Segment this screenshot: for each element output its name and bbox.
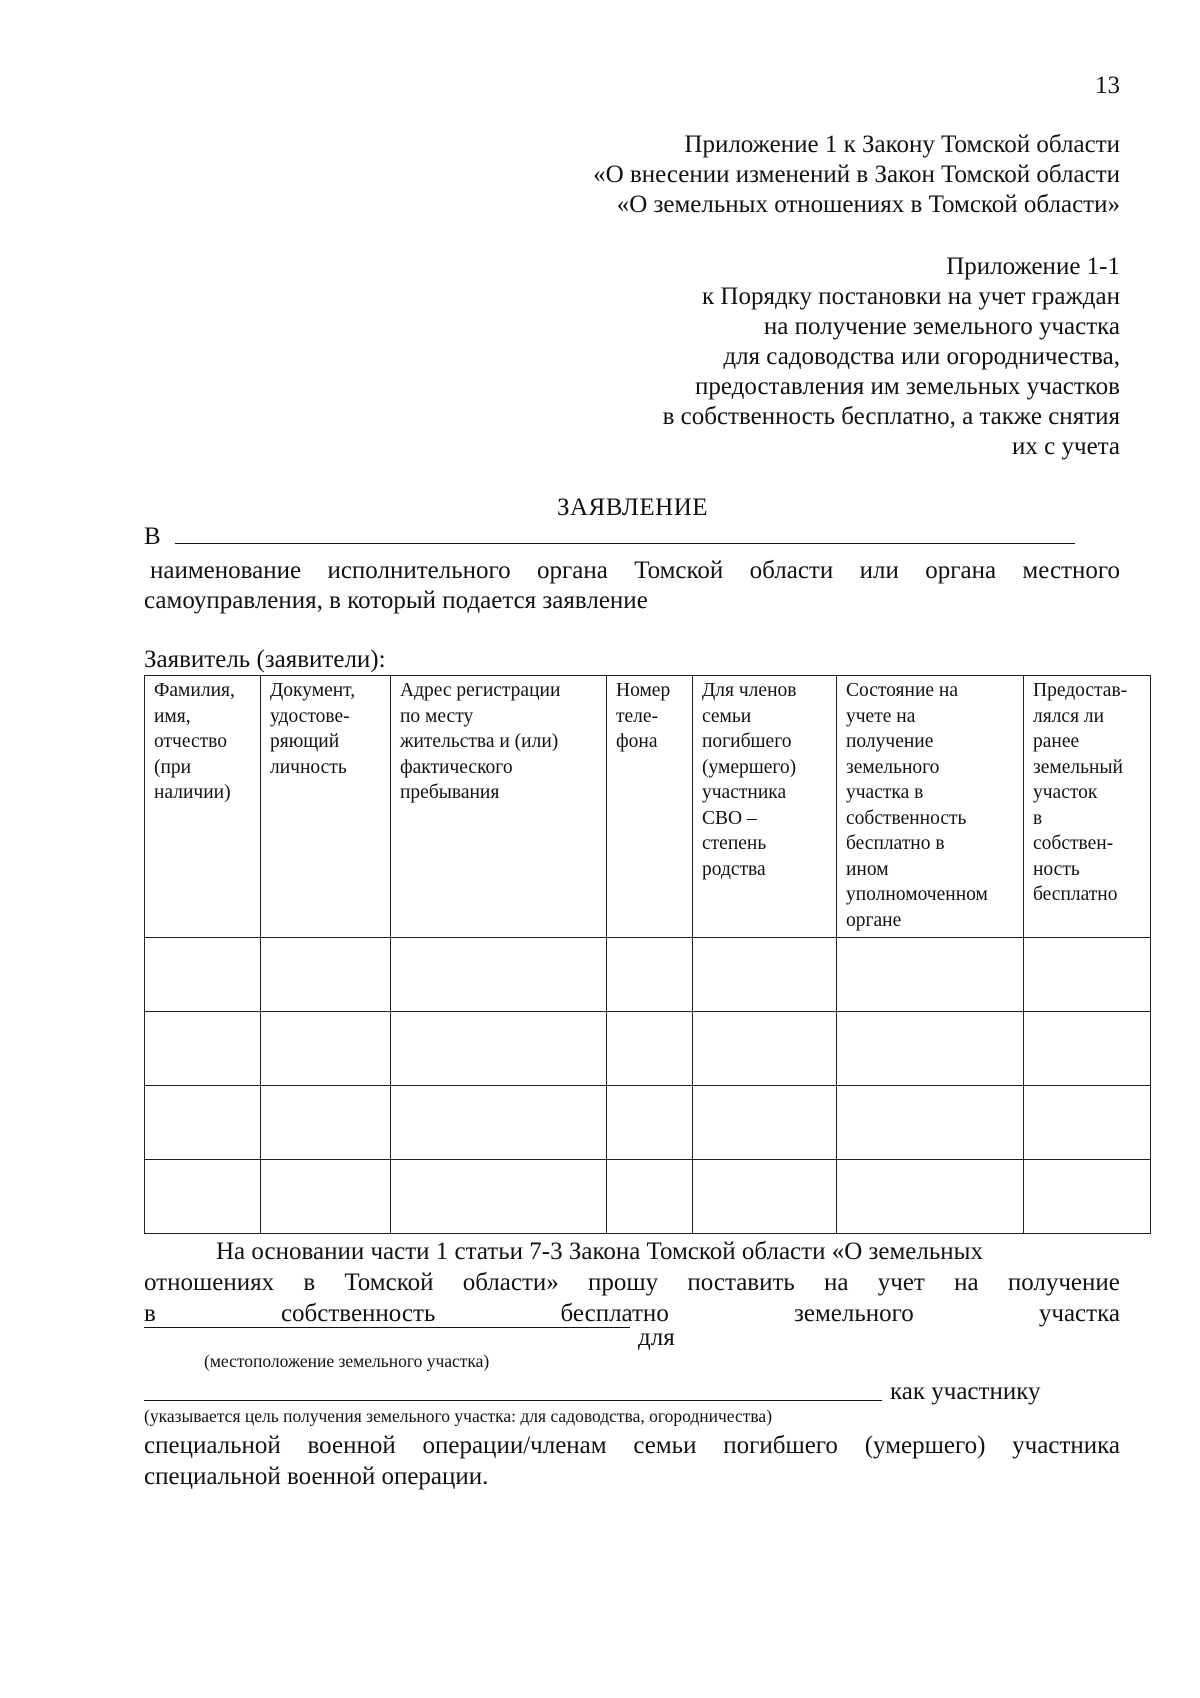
applicant-label: Заявитель (заявители): [144, 646, 386, 673]
purpose-blank[interactable] [144, 1400, 882, 1401]
header-line: пребывания [400, 782, 500, 803]
header-registration-status [837, 676, 1024, 938]
word: поставить [687, 1269, 795, 1296]
header-line: бесплатно [1033, 884, 1118, 905]
appendix-order-line: на получение земельного участка [763, 313, 1120, 340]
header-line: Адрес регистрации [400, 680, 561, 701]
header-line: Номер [616, 680, 671, 701]
appendix-law-line: «О внесении изменений в Закон Томской области [593, 161, 1120, 188]
table-cell[interactable] [1024, 1012, 1151, 1086]
header-line: отчество [154, 731, 227, 752]
appendix-law-line: «О земельных отношениях в Томской области» [616, 191, 1120, 218]
header-line: земельного [846, 756, 940, 778]
header-address [391, 676, 607, 938]
header-line: теле- [616, 705, 659, 727]
table-body [145, 938, 1151, 1234]
table-cell[interactable] [693, 938, 837, 1012]
table-cell[interactable] [607, 938, 693, 1012]
table-row [145, 938, 1151, 1012]
header-line: Состояние на [846, 680, 959, 701]
appendix-order-line: предоставления им земельных участков [695, 373, 1120, 400]
header-line: семьи [702, 705, 752, 727]
header-line: ность [1033, 858, 1080, 880]
appendix-order-line: в собственность бесплатно, а также снятия [662, 403, 1120, 430]
word: области» [462, 1269, 559, 1296]
header-line: бесплатно в [846, 833, 945, 854]
page-number: 13 [1095, 72, 1120, 99]
header-line: Фамилия, [154, 680, 235, 701]
header-line: участка в [846, 782, 924, 803]
word: участка [1038, 1300, 1120, 1327]
table-cell[interactable] [391, 1012, 607, 1086]
for-word: для [638, 1324, 675, 1351]
table-cell[interactable] [693, 1012, 837, 1086]
appendix-law-header [593, 130, 1120, 220]
word: в [144, 1300, 156, 1327]
location-blank[interactable] [144, 1327, 630, 1328]
word: на [954, 1269, 979, 1296]
table-cell[interactable] [693, 1086, 837, 1160]
header-previously-provided [1024, 676, 1151, 938]
table-header-row [145, 676, 1151, 938]
document-title: ЗАЯВЛЕНИЕ [556, 494, 709, 521]
appendix-order-line: их с учета [1012, 433, 1120, 460]
word: на [824, 1269, 849, 1296]
header-line: степень [702, 833, 767, 854]
header-line: Для членов [702, 680, 797, 701]
table-cell[interactable] [145, 938, 261, 1012]
header-full-name [145, 676, 261, 938]
table-cell[interactable] [607, 1012, 693, 1086]
word: земельного [793, 1300, 914, 1327]
table-cell[interactable] [261, 938, 391, 1012]
request-line-3 [144, 1298, 1120, 1329]
header-line: собственность [846, 807, 967, 829]
header-line: участника [702, 782, 787, 803]
table-cell[interactable] [607, 1086, 693, 1160]
addressee-prefix: В [144, 523, 161, 550]
header-phone [607, 676, 693, 938]
appendix-order-header [663, 252, 1120, 462]
table-cell[interactable] [145, 1086, 261, 1160]
header-line: ряющий [270, 731, 340, 752]
header-line: наличии) [154, 782, 231, 803]
header-line: Документ, [270, 680, 356, 701]
header-line: учете на [846, 705, 916, 727]
table-cell[interactable] [1024, 1160, 1151, 1234]
addressee-line [144, 523, 1075, 551]
header-line: погибшего [702, 731, 792, 752]
table-cell[interactable] [261, 1012, 391, 1086]
table-cell[interactable] [145, 1012, 261, 1086]
purpose-hint: (указывается цель получения земельного участка: для садоводства, огородничества) [144, 1406, 773, 1426]
closing-text: специальной военной операции/членам семьи погибшего (умершего) участника специальной военной операции. [144, 1432, 1120, 1490]
header-line: в [1033, 807, 1043, 829]
addressee-blank[interactable] [175, 523, 1075, 544]
header-line: получение [846, 731, 934, 752]
header-line: жительства и (или) [400, 731, 559, 752]
header-line: уполномоченном [846, 884, 988, 905]
word: в [303, 1269, 316, 1296]
word: собственность [280, 1300, 436, 1327]
word: бесплатно [560, 1300, 669, 1327]
table-cell[interactable] [837, 1160, 1024, 1234]
table-cell[interactable] [837, 938, 1024, 1012]
table-row [145, 1160, 1151, 1234]
header-line: собствен- [1033, 833, 1114, 854]
header-line: фона [616, 731, 658, 752]
table-cell[interactable] [837, 1086, 1024, 1160]
table-row [145, 1086, 1151, 1160]
location-hint: (местоположение земельного участка) [204, 1351, 490, 1371]
word: учет [877, 1269, 925, 1296]
header-line: ином [846, 858, 889, 880]
request-line-1: На основании части 1 статьи 7-3 Закона Томской области «О земельных [216, 1238, 983, 1265]
word: отношениях [144, 1269, 275, 1296]
header-id-document [261, 676, 391, 938]
appendix-order-line: для садоводства или огородничества, [723, 343, 1120, 370]
header-line: фактического [400, 756, 513, 778]
header-line: СВО – [702, 807, 757, 829]
table-cell[interactable] [261, 1086, 391, 1160]
table-cell[interactable] [261, 1160, 391, 1234]
addressee-note: наименование исполнительного органа Томской области или органа местного самоуправления, в который подается заявление [144, 557, 1120, 614]
header-family-relation [693, 676, 837, 938]
header-line: личность [270, 756, 347, 778]
header-line: родства [702, 858, 766, 880]
table-cell[interactable] [607, 1160, 693, 1234]
header-line: (при [154, 756, 192, 778]
table-cell[interactable] [693, 1160, 837, 1234]
header-line: лялся ли [1033, 705, 1105, 727]
appendix-order-line: к Порядку постановки на учет граждан [702, 283, 1120, 310]
as-participant: как участнику [890, 1378, 1041, 1405]
table-cell[interactable] [391, 938, 607, 1012]
word: получение [1007, 1269, 1120, 1296]
table-cell[interactable] [1024, 938, 1151, 1012]
header-line: по месту [400, 705, 474, 727]
header-line: органе [846, 909, 902, 931]
appendix-order-line: Приложение 1-1 [946, 253, 1120, 280]
header-line: имя, [154, 705, 191, 727]
header-line: участок [1033, 782, 1098, 803]
table-cell[interactable] [145, 1160, 261, 1234]
header-line: ранее [1033, 731, 1080, 752]
table-row [145, 1012, 1151, 1086]
word: Томской [344, 1269, 434, 1296]
request-line-2 [144, 1267, 1120, 1298]
header-line: земельный [1033, 756, 1123, 778]
header-line: (умершего) [702, 756, 797, 778]
header-line: удостове- [270, 705, 350, 727]
table-cell[interactable] [837, 1012, 1024, 1086]
table-cell[interactable] [1024, 1086, 1151, 1160]
applicants-table [144, 675, 1151, 1234]
header-line: Предостав- [1033, 680, 1128, 701]
appendix-law-line: Приложение 1 к Закону Томской области [684, 131, 1120, 158]
word: прошу [588, 1269, 659, 1296]
table-cell[interactable] [391, 1160, 607, 1234]
table-cell[interactable] [391, 1086, 607, 1160]
